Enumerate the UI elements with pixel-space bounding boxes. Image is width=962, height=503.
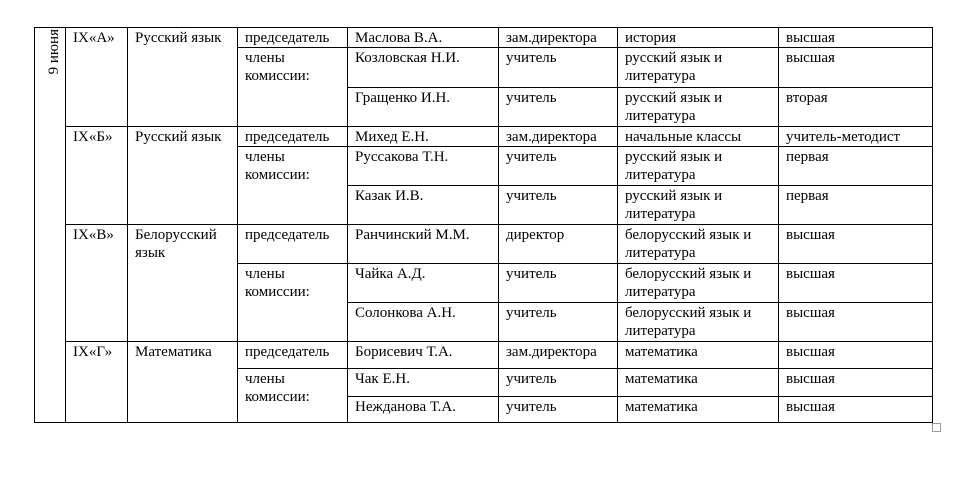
position-cell: зам.директора (499, 342, 618, 369)
name-cell: Казак И.В. (348, 186, 499, 225)
category-cell: высшая (779, 369, 933, 397)
category-cell: высшая (779, 342, 933, 369)
category-cell: вторая (779, 88, 933, 127)
name-cell: Козловская Н.И. (348, 48, 499, 88)
specialty-cell: белорусский язык и литература (618, 303, 779, 342)
name-cell: Маслова В.А. (348, 28, 499, 48)
role-chair-cell: председатель (238, 127, 348, 147)
specialty-cell: русский язык и литература (618, 88, 779, 127)
specialty-cell: русский язык и литература (618, 48, 779, 88)
specialty-cell: русский язык и литература (618, 186, 779, 225)
name-cell: Ранчинский М.М. (348, 225, 499, 264)
specialty-cell: математика (618, 369, 779, 397)
name-cell: Чайка А.Д. (348, 264, 499, 303)
class-cell: IX«Г» (66, 342, 128, 423)
category-cell: первая (779, 147, 933, 186)
table-resize-handle[interactable] (932, 423, 941, 432)
subject-cell: Русский язык (128, 28, 238, 127)
table-row (35, 225, 933, 264)
position-cell: учитель (499, 303, 618, 342)
exam-date: 9 июня (45, 29, 62, 75)
category-cell: высшая (779, 303, 933, 342)
category-cell: высшая (779, 264, 933, 303)
specialty-cell: математика (618, 397, 779, 423)
name-cell: Михед Е.Н. (348, 127, 499, 147)
table-row (35, 127, 933, 147)
role-members-cell: члены комиссии: (238, 264, 348, 342)
position-cell: зам.директора (499, 127, 618, 147)
name-cell: Борисевич Т.А. (348, 342, 499, 369)
position-cell: учитель (499, 264, 618, 303)
exam-commission-table (34, 27, 933, 423)
role-chair-cell: председатель (238, 342, 348, 369)
role-chair-cell: председатель (238, 28, 348, 48)
position-cell: учитель (499, 88, 618, 127)
name-cell: Чак Е.Н. (348, 369, 499, 397)
category-cell: первая (779, 186, 933, 225)
role-members-cell: члены комиссии: (238, 147, 348, 225)
position-cell: директор (499, 225, 618, 264)
name-cell: Солонкова А.Н. (348, 303, 499, 342)
specialty-cell: история (618, 28, 779, 48)
specialty-cell: начальные классы (618, 127, 779, 147)
position-cell: учитель (499, 147, 618, 186)
name-cell: Руссакова Т.Н. (348, 147, 499, 186)
category-cell: высшая (779, 48, 933, 88)
specialty-cell: белорусский язык и литература (618, 264, 779, 303)
table-row (35, 342, 933, 369)
category-cell: высшая (779, 397, 933, 423)
role-members-cell: члены комиссии: (238, 48, 348, 127)
role-chair-cell: председатель (238, 225, 348, 264)
specialty-cell: русский язык и литература (618, 147, 779, 186)
subject-cell: Белорусский язык (128, 225, 238, 342)
name-cell: Гращенко И.Н. (348, 88, 499, 127)
position-cell: зам.директора (499, 28, 618, 48)
position-cell: учитель (499, 397, 618, 423)
class-cell: IX«Б» (66, 127, 128, 225)
date-cell (35, 28, 66, 423)
category-cell: учитель-методист (779, 127, 933, 147)
specialty-cell: белорусский язык и литература (618, 225, 779, 264)
specialty-cell: математика (618, 342, 779, 369)
class-cell: IX«В» (66, 225, 128, 342)
name-cell: Нежданова Т.А. (348, 397, 499, 423)
category-cell: высшая (779, 28, 933, 48)
table-row (35, 28, 933, 48)
subject-cell: Математика (128, 342, 238, 423)
role-members-cell: члены комиссии: (238, 369, 348, 423)
class-cell: IX«А» (66, 28, 128, 127)
position-cell: учитель (499, 369, 618, 397)
position-cell: учитель (499, 186, 618, 225)
category-cell: высшая (779, 225, 933, 264)
position-cell: учитель (499, 48, 618, 88)
subject-cell: Русский язык (128, 127, 238, 225)
